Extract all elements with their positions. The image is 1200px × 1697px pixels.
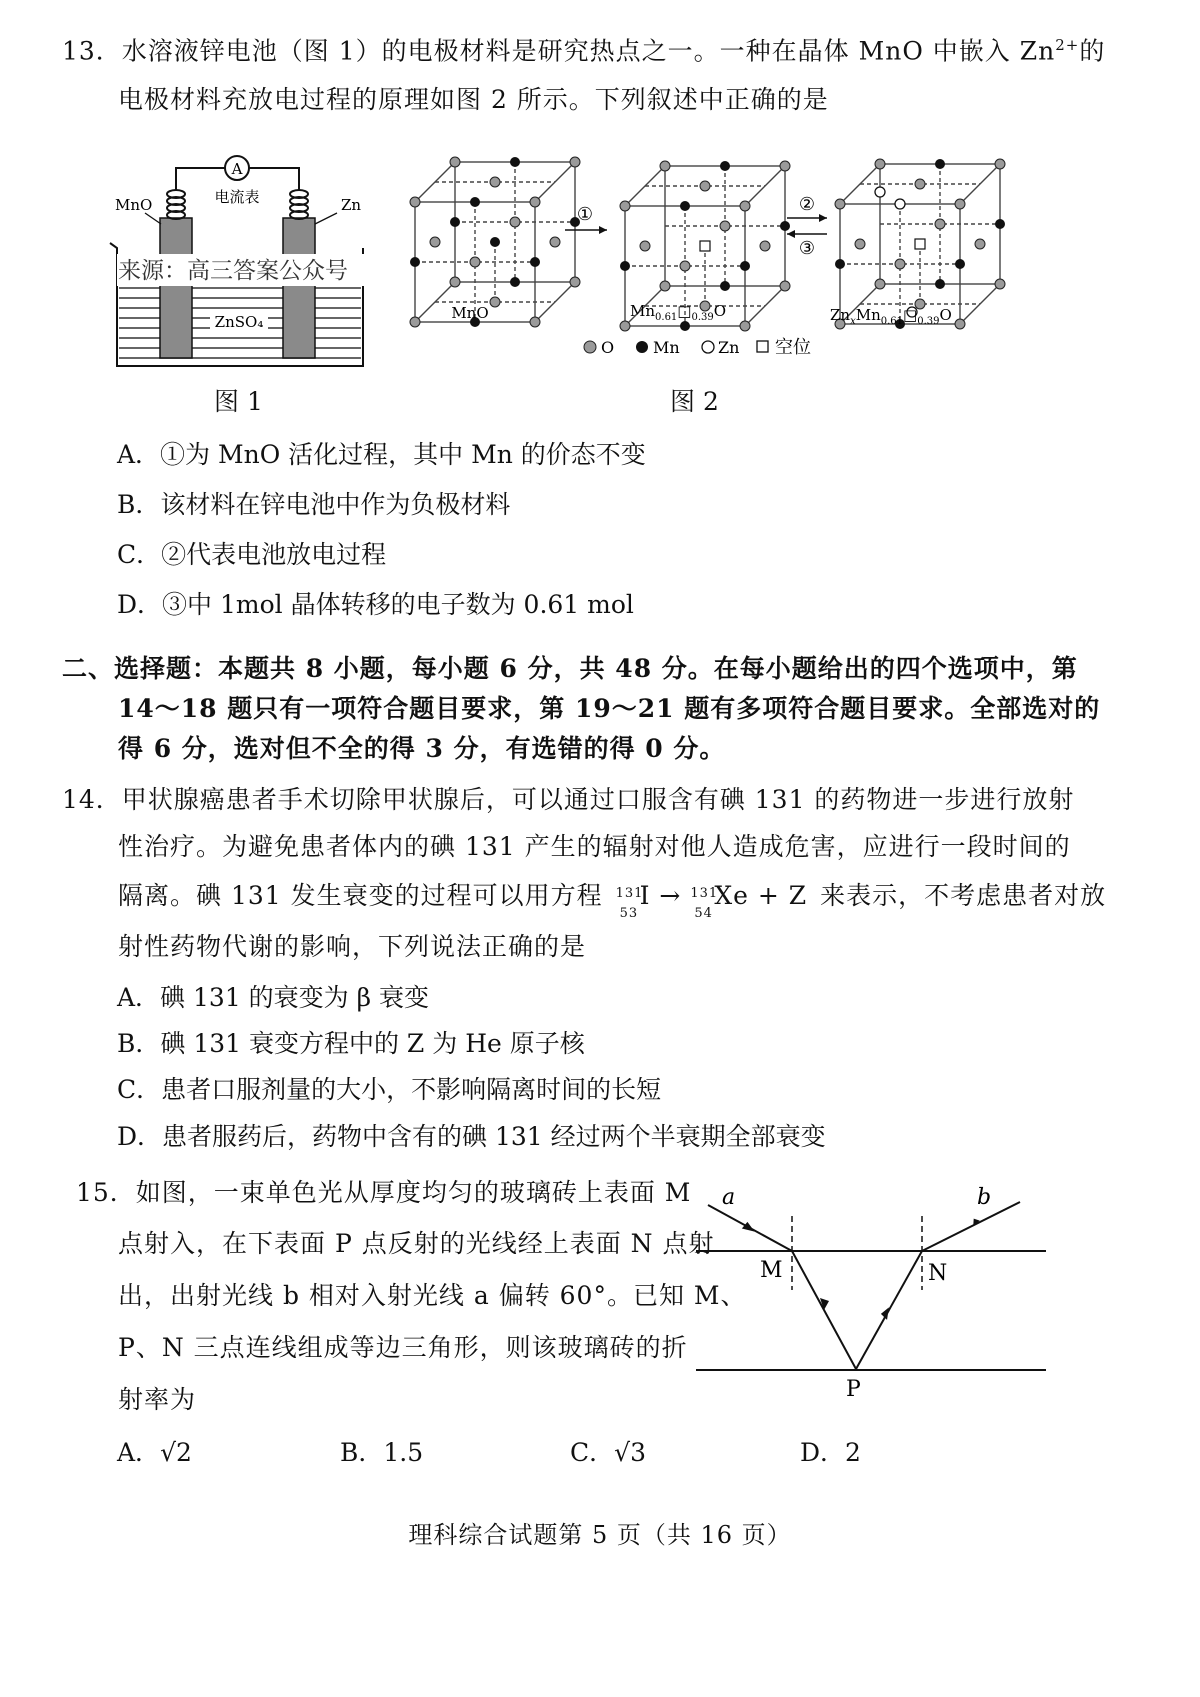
ammeter-label: 电流表 xyxy=(214,188,260,206)
q15-option-d xyxy=(800,1433,861,1469)
q13-option-c: C．②代表电池放电过程 xyxy=(117,540,387,569)
q15-option-a-value: √2 xyxy=(160,1438,192,1467)
xenon-symbol: Xe + Z xyxy=(714,881,808,910)
step2-label: ② xyxy=(798,194,816,215)
xenon-mass-number: 131 xyxy=(690,885,719,901)
ray-a-label: a xyxy=(722,1185,736,1210)
step1-label: ① xyxy=(576,204,594,225)
q15-line4: P、N 三点连线组成等边三角形，则该玻璃砖的折 xyxy=(118,1333,688,1362)
q13-option-d: D．③中 1mol 晶体转移的电子数为 0.61 mol xyxy=(117,590,634,619)
crystal2-label: $Mn_{0.61}□_{0.39}O$ xyxy=(630,302,727,323)
figure-1-battery xyxy=(105,148,375,378)
point-n-label: N xyxy=(928,1261,948,1286)
q15-option-c-letter: C． xyxy=(570,1438,615,1467)
crystal1-label: MnO xyxy=(451,304,489,322)
solution-label: ZnSO₄ xyxy=(214,313,264,331)
q15-option-d-letter: D． xyxy=(800,1438,846,1467)
figure-1-caption: 图 1 xyxy=(214,387,263,416)
legend-zn-label: Zn xyxy=(718,338,740,357)
q14-line1: 14．甲状腺癌患者手术切除甲状腺后，可以通过口服含有碘 131 的药物进一步进行放射 xyxy=(62,785,1075,814)
q15-option-c-value: √3 xyxy=(614,1438,646,1467)
mno-electrode xyxy=(160,218,192,358)
figure-2-caption: 图 2 xyxy=(670,387,719,416)
q14-line4: 射性药物代谢的影响，下列说法正确的是 xyxy=(118,932,587,961)
q15-line2: 点射入，在下表面 P 点反射的光线经上表面 N 点射 xyxy=(118,1229,715,1258)
figure-2-crystals xyxy=(405,150,1025,370)
q13-line1-tail: 的 xyxy=(1079,36,1106,66)
q13-option-b: B．该材料在锌电池中作为负极材料 xyxy=(117,490,511,519)
q15-option-a-letter: A． xyxy=(117,1438,161,1467)
step3-label: ③ xyxy=(798,238,816,259)
q15-option-b xyxy=(340,1433,423,1469)
mno-label: MnO xyxy=(115,196,153,214)
q13-line2: 电极材料充放电过程的原理如图 2 所示。下列叙述中正确的是 xyxy=(118,85,829,114)
q15-line1: 15．如图，一束单色光从厚度均匀的玻璃砖上表面 M xyxy=(76,1178,692,1207)
legend-vacancy-label: 空位 xyxy=(775,337,811,358)
xenon-atomic-number: 54 xyxy=(694,905,713,921)
q14-line3-tail: 来表示，不考虑患者对放 xyxy=(820,881,1107,910)
q14-option-a: A．碘 131 的衰变为 β 衰变 xyxy=(117,983,430,1012)
legend xyxy=(584,337,811,358)
watermark: 来源：高三答案公众号 xyxy=(118,258,348,284)
point-m-label: M xyxy=(760,1258,783,1283)
q13-zn-charge: 2+ xyxy=(1055,36,1080,54)
legend-o-label: O xyxy=(601,338,615,357)
q14-option-b: B．碘 131 衰变方程中的 Z 为 He 原子核 xyxy=(117,1029,585,1058)
q14-line3 xyxy=(118,879,1107,921)
q14-option-c: C．患者口服剂量的大小，不影响隔离时间的长短 xyxy=(117,1075,662,1104)
ammeter-symbol: A xyxy=(231,160,243,178)
q15-option-b-value: 1.5 xyxy=(383,1438,424,1467)
q14-line3-text: 隔离。碘 131 发生衰变的过程可以用方程 xyxy=(118,881,603,910)
iodine-symbol: I xyxy=(639,881,651,910)
zn-label: Zn xyxy=(341,196,362,214)
q14-option-d: D．患者服药后，药物中含有的碘 131 经过两个半衰期全部衰变 xyxy=(117,1122,826,1151)
section2-line2: 14～18 题只有一项符合题目要求，第 19～21 题有多项符合题目要求。全部选对的 xyxy=(118,694,1101,723)
crystal3-label: $Zn_xMn_{0.61}□_{0.39}O$ xyxy=(830,306,952,327)
page-footer: 理科综合试题第 5 页（共 16 页） xyxy=(408,1521,792,1549)
point-p-label: P xyxy=(846,1377,861,1402)
q15-option-a xyxy=(117,1433,192,1469)
legend-mn-label: Mn xyxy=(653,338,680,357)
decay-equation xyxy=(615,879,808,921)
q15-option-d-value: 2 xyxy=(845,1438,861,1467)
section2-line1: 二、选择题：本题共 8 小题，每小题 6 分，共 48 分。在每小题给出的四个选项中，第 xyxy=(62,654,1078,683)
q15-line5: 射率为 xyxy=(118,1385,197,1414)
iodine-mass-number: 131 xyxy=(615,885,644,901)
section2-line3: 得 6 分，选对但不全的得 3 分，有选错的得 0 分。 xyxy=(118,734,726,763)
q13-option-a: A．①为 MnO 活化过程，其中 Mn 的价态不变 xyxy=(117,440,646,469)
q13-line1-text: 13．水溶液锌电池（图 1）的电极材料是研究热点之一。一种在晶体 MnO 中嵌入 Zn xyxy=(62,36,1056,66)
q15-option-c xyxy=(570,1433,646,1469)
q14-line2: 性治疗。为避免患者体内的碘 131 产生的辐射对他人造成危害，应进行一段时间的 xyxy=(118,832,1071,861)
q13-line1 xyxy=(62,28,1105,68)
ray-b-label: b xyxy=(977,1185,992,1210)
figure-q15-optics xyxy=(690,1180,1060,1410)
iodine-atomic-number: 53 xyxy=(619,905,639,921)
q15-line3: 出，出射光线 b 相对入射光线 a 偏转 60°。已知 M、 xyxy=(118,1281,747,1310)
equation-arrow: → xyxy=(659,881,682,910)
zn-electrode xyxy=(283,218,315,358)
q15-option-b-letter: B． xyxy=(340,1438,384,1467)
